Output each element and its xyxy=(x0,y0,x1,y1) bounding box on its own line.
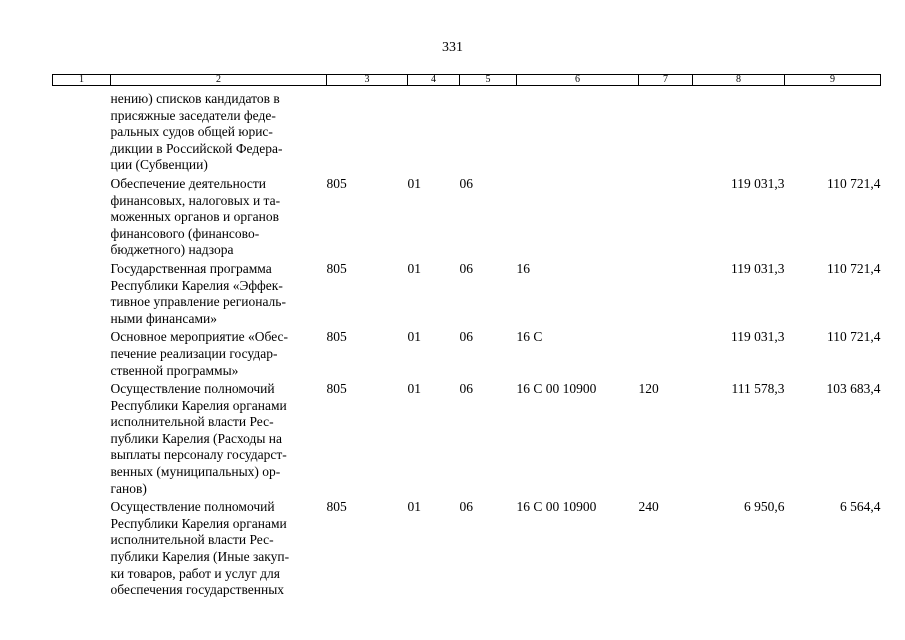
description-cell xyxy=(111,497,327,599)
budget-table xyxy=(52,74,881,599)
description-line: Республики Карелия органами xyxy=(110,397,287,413)
subsection-code-cell: 06 xyxy=(459,175,473,191)
amount-year2-cell: 6 564,4 xyxy=(840,499,881,515)
description-cell xyxy=(111,259,327,327)
target-code-cell: 16 С 00 10900 xyxy=(516,381,597,397)
amount-year2-cell: 110 721,4 xyxy=(827,329,881,345)
section-code-cell: 01 xyxy=(407,175,421,191)
expense-type-cell xyxy=(639,86,693,174)
amount-year2-cell xyxy=(785,86,881,174)
subsection-code-cell: 06 xyxy=(459,499,473,515)
target-code-cell: 16 С 00 10900 xyxy=(516,499,597,515)
column-header: 2 xyxy=(111,75,327,86)
table-row xyxy=(53,497,881,599)
description-line: Республики Карелия органами xyxy=(110,515,287,531)
description-line: Осуществление полномочий xyxy=(110,499,275,515)
description-line: исполнительной власти Рес- xyxy=(110,532,274,548)
description-cell xyxy=(111,86,327,174)
description-line: присяжные заседатели феде- xyxy=(110,107,276,123)
amount-year1-cell: 119 031,3 xyxy=(731,175,785,191)
subsection-code-cell: 06 xyxy=(459,260,473,276)
row-number-cell xyxy=(53,86,111,174)
row-number-cell xyxy=(53,327,111,379)
description-line: ки товаров, работ и услуг для xyxy=(110,565,280,581)
amount-year2-cell: 110 721,4 xyxy=(827,260,881,276)
table-row xyxy=(53,174,881,259)
target-code-cell xyxy=(517,174,639,259)
ministry-code-cell: 805 xyxy=(326,175,347,191)
row-number-cell xyxy=(53,379,111,497)
section-code-cell xyxy=(408,86,460,174)
amount-year1-cell: 111 578,3 xyxy=(731,381,785,397)
ministry-code-cell: 805 xyxy=(326,381,347,397)
expense-type-cell xyxy=(639,174,693,259)
row-number-cell xyxy=(53,259,111,327)
subsection-code-cell: 06 xyxy=(459,329,473,345)
description-line: обеспечения государственных xyxy=(110,582,285,598)
description-line: выплаты персоналу государст- xyxy=(110,447,287,463)
expense-type-cell: 240 xyxy=(638,499,659,515)
table-row xyxy=(53,259,881,327)
expense-type-cell xyxy=(639,259,693,327)
description-line: ганов) xyxy=(110,480,147,496)
subsection-code-cell xyxy=(460,86,517,174)
description-line: финансовых, налоговых и та- xyxy=(110,192,281,208)
target-code-cell: 16 xyxy=(516,260,530,276)
section-code-cell: 01 xyxy=(407,499,421,515)
page-number: 331 xyxy=(442,40,463,55)
ministry-code-cell xyxy=(327,86,408,174)
column-header: 9 xyxy=(785,75,881,86)
section-code-cell: 01 xyxy=(407,381,421,397)
column-header: 4 xyxy=(408,75,460,86)
description-line: исполнительной власти Рес- xyxy=(110,414,274,430)
description-line: публики Карелия (Иные закуп- xyxy=(110,549,290,565)
expense-type-cell: 120 xyxy=(638,381,659,397)
subsection-code-cell: 06 xyxy=(459,381,473,397)
description-line: ственной программы» xyxy=(110,362,239,378)
target-code-cell: 16 С xyxy=(516,329,543,345)
description-line: Осуществление полномочий xyxy=(110,381,275,397)
description-line: печение реализации государ- xyxy=(110,345,278,361)
expense-type-cell xyxy=(639,327,693,379)
ministry-code-cell: 805 xyxy=(326,499,347,515)
row-number-cell xyxy=(53,497,111,599)
description-line: Государственная программа xyxy=(110,260,272,276)
amount-year1-cell xyxy=(693,86,785,174)
description-cell xyxy=(111,174,327,259)
description-line: венных (муниципальных) ор- xyxy=(110,464,281,480)
description-line: моженных органов и органов xyxy=(110,209,279,225)
amount-year2-cell: 110 721,4 xyxy=(827,175,881,191)
description-line: ными финансами» xyxy=(110,310,218,326)
description-line: тивное управление региональ- xyxy=(110,294,286,310)
amount-year1-cell: 6 950,6 xyxy=(744,499,785,515)
description-line: нению) списков кандидатов в xyxy=(110,91,280,106)
column-header: 7 xyxy=(639,75,693,86)
column-header: 1 xyxy=(53,75,111,86)
target-code-cell xyxy=(517,86,639,174)
description-line: ции (Субвенции) xyxy=(110,157,208,173)
amount-year1-cell: 119 031,3 xyxy=(731,260,785,276)
table-row xyxy=(53,379,881,497)
section-code-cell: 01 xyxy=(407,329,421,345)
table-row xyxy=(53,86,881,174)
column-header: 8 xyxy=(693,75,785,86)
header-row xyxy=(53,75,881,86)
ministry-code-cell: 805 xyxy=(326,329,347,345)
description-cell xyxy=(111,379,327,497)
description-line: Обеспечение деятельности xyxy=(110,175,267,191)
column-header: 5 xyxy=(460,75,517,86)
row-number-cell xyxy=(53,174,111,259)
table-row xyxy=(53,327,881,379)
amount-year2-cell: 103 683,4 xyxy=(826,381,881,397)
section-code-cell: 01 xyxy=(407,260,421,276)
ministry-code-cell: 805 xyxy=(326,260,347,276)
column-header: 3 xyxy=(327,75,408,86)
description-line: дикции в Российской Федера- xyxy=(110,140,283,156)
description-line: ральных судов общей юрис- xyxy=(110,124,273,140)
description-line: публики Карелия (Расходы на xyxy=(110,430,282,446)
description-line: финансового (финансово- xyxy=(110,225,260,241)
description-line: бюджетного) надзора xyxy=(110,242,234,258)
column-header: 6 xyxy=(517,75,639,86)
amount-year1-cell: 119 031,3 xyxy=(731,329,785,345)
description-line: Республики Карелия «Эффек- xyxy=(110,277,283,293)
description-line: Основное мероприятие «Обес- xyxy=(110,329,289,345)
description-cell xyxy=(111,327,327,379)
